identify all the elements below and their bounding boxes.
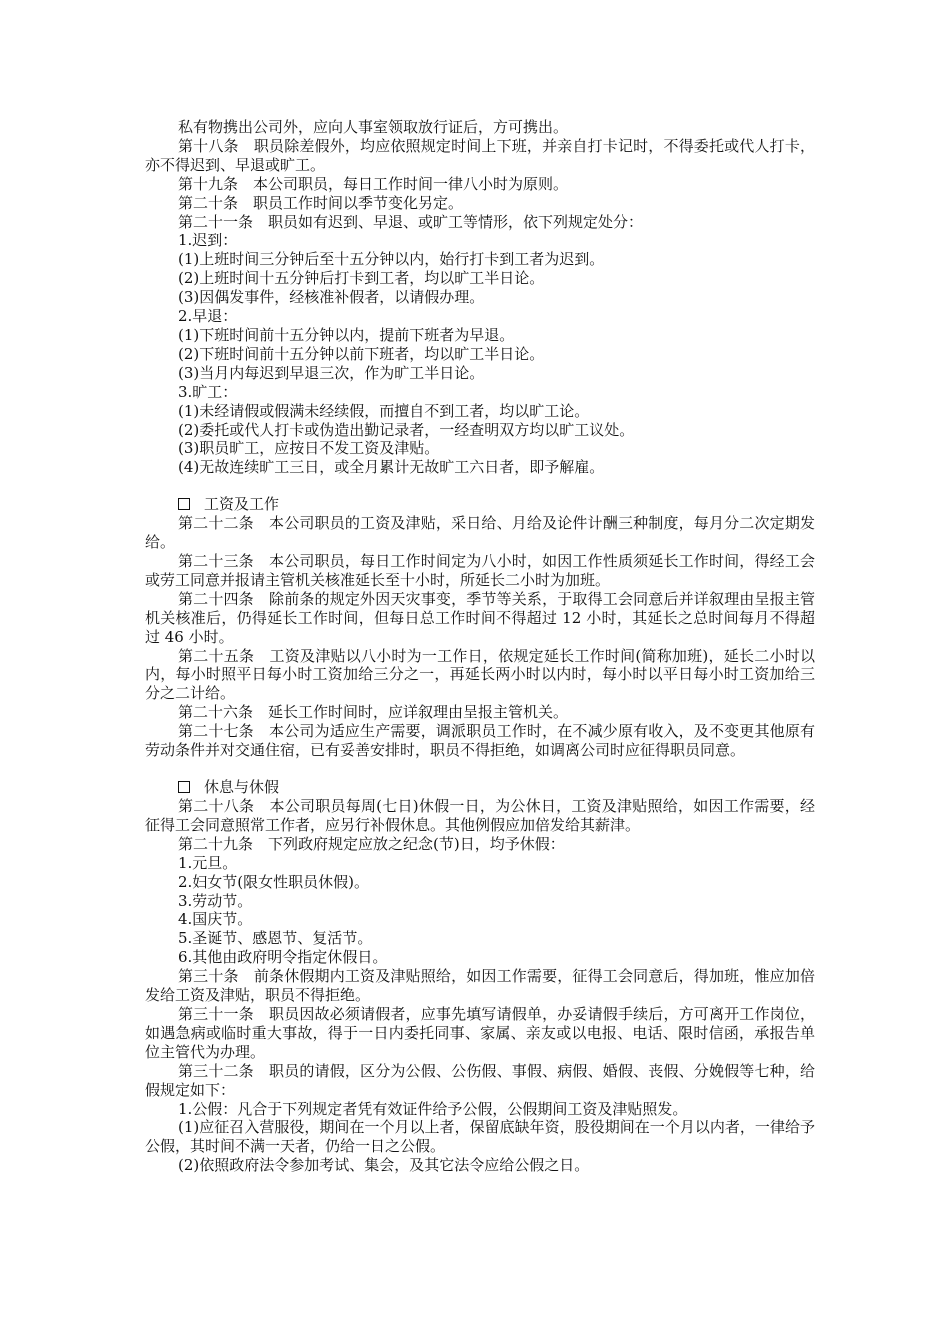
list-item: 2.妇女节(限女性职员休假)。: [178, 872, 370, 891]
spacer: [145, 477, 815, 495]
list-item: (3)当月内每迟到早退三次，作为旷工半日论。: [178, 363, 485, 382]
list-item: 6.其他由政府明令指定休假日。: [178, 948, 388, 967]
section-heading: [145, 778, 815, 797]
list-item: 5.圣诞节、感恩节、复活节。: [178, 929, 373, 948]
list-item: (1)应征召入营服役，期间在一个月以上者，保留底缺年资，股役期间在一个月以内者，一律给予公假，其时间不满一天者，仍给一日之公假。: [145, 1118, 815, 1156]
list-item: 4.国庆节。: [178, 910, 253, 929]
article-27: 第二十七条 本公司为适应生产需要，调派职员工作时，在不减少原有收入，及不变更其他原有劳动条件并对交通住宿，已有妥善安排时，职员不得拒绝，如调离公司时应征得职员同意。: [145, 722, 815, 760]
article-30: 第三十条 前条休假期内工资及津贴照给，如因工作需要，征得工会同意后，得加班，惟应加倍发给工资及津贴，职员不得拒绝。: [145, 967, 815, 1005]
article-26: 第二十六条 延长工作时间时，应详叙理由呈报主管机关。: [178, 703, 569, 722]
article-19: 第十九条 本公司职员，每日工作时间一律八小时为原则。: [178, 174, 569, 193]
paragraph: 私有物携出公司外，应向人事室领取放行证后，方可携出。: [178, 118, 569, 136]
article-29: 第二十九条 下列政府规定应放之纪念(节)日，均予休假：: [178, 834, 565, 853]
list-item: 3.劳动节。: [178, 891, 253, 910]
list-item: (2)委托或代人打卡或伪造出勤记录者，一经查明双方均以旷工议处。: [178, 420, 635, 439]
list-item: 1.公假：凡合于下列规定者凭有效证件给予公假，公假期间工资及津贴照发。: [178, 1099, 688, 1118]
article-23: 第二十三条 本公司职员，每日工作时间定为八小时，如因工作性质须延长工作时间，得经工会或劳工同意并报请主管机关核准延长至十小时，所延长二小时为加班。: [145, 552, 815, 589]
article-18: 第十八条 职员除差假外，均应依照规定时间上下班，并亲自打卡记时，不得委托或代人打卡，亦不得迟到、早退或旷工。: [145, 136, 815, 174]
list-item: (1)上班时间三分钟后至十五分钟以内，始行打卡到工者为迟到。: [178, 250, 605, 269]
checkbox-icon: [178, 498, 190, 510]
article-28: 第二十八条 本公司职员每周(七日)休假一日，为公休日，工资及津贴照给，如因工作需要，经征得工会同意照常工作者，应另行补假休息。其他例假应加倍发给其薪津。: [145, 797, 815, 834]
list-item: (2)下班时间前十五分钟以前下班者，均以旷工半日论。: [178, 344, 545, 363]
list-item: (1)未经请假或假满未经续假，而擅自不到工者，均以旷工论。: [178, 401, 590, 420]
list-item: (3)因偶发事件，经核准补假者，以请假办理。: [178, 288, 485, 307]
section-title: 工资及工作: [204, 495, 280, 514]
list-item: (3)职员旷工，应按日不发工资及津贴。: [178, 439, 440, 458]
section-heading: [145, 495, 815, 514]
article-22: 第二十二条 本公司职员的工资及津贴，采日给、月给及论件计酬三种制度，每月分二次定期发给。: [145, 514, 815, 552]
article-32: 第三十二条 职员的请假，区分为公假、公伤假、事假、病假、婚假、丧假、分娩假等七种，给假规定如下：: [145, 1061, 815, 1099]
list-item: (2)依照政府法令参加考试、集会，及其它法令应给公假之日。: [178, 1156, 590, 1175]
article-24: 第二十四条 除前条的规定外因天灾事变，季节等关系，于取得工会同意后并详叙理由呈报主管机关核准后，仍得延长工作时间，但每日总工作时间不得超过 12 小时，其延长之总时间每月不得超过 46 小时。: [145, 589, 815, 646]
list-item: (1)下班时间前十五分钟以内，提前下班者为早退。: [178, 325, 515, 344]
list-item: 3.旷工：: [178, 382, 238, 401]
list-item: (2)上班时间十五分钟后打卡到工者，均以旷工半日论。: [178, 269, 545, 288]
document-page: [145, 118, 815, 1175]
section-title: 休息与休假: [204, 778, 280, 796]
list-item: 2.早退：: [178, 307, 238, 326]
article-31: 第三十一条 职员因故必须请假者，应事先填写请假单，办妥请假手续后，方可离开工作岗位，如遇急病或临时重大事故，得于一日内委托同事、家属、亲友或以电报、电话、限时信函，承报告单位主管代为办理。: [145, 1004, 815, 1061]
article-25: 第二十五条 工资及津贴以八小时为一工作日，依规定延长工作时间(简称加班)，延长二小时以内，每小时照平日每小时工资加给三分之一，再延长两小时以内时，每小时以平日每小时工资加给三分之二计给。: [145, 646, 815, 703]
list-item: 1.元旦。: [178, 853, 238, 872]
checkbox-icon: [178, 781, 190, 793]
spacer: [145, 760, 815, 778]
list-item: 1.迟到：: [178, 231, 238, 250]
article-21: 第二十一条 职员如有迟到、早退、或旷工等情形，依下列规定处分：: [178, 212, 644, 231]
article-20: 第二十条 职员工作时间以季节变化另定。: [178, 193, 464, 212]
list-item: (4)无故连续旷工三日，或全月累计无故旷工六日者，即予解雇。: [178, 458, 605, 477]
